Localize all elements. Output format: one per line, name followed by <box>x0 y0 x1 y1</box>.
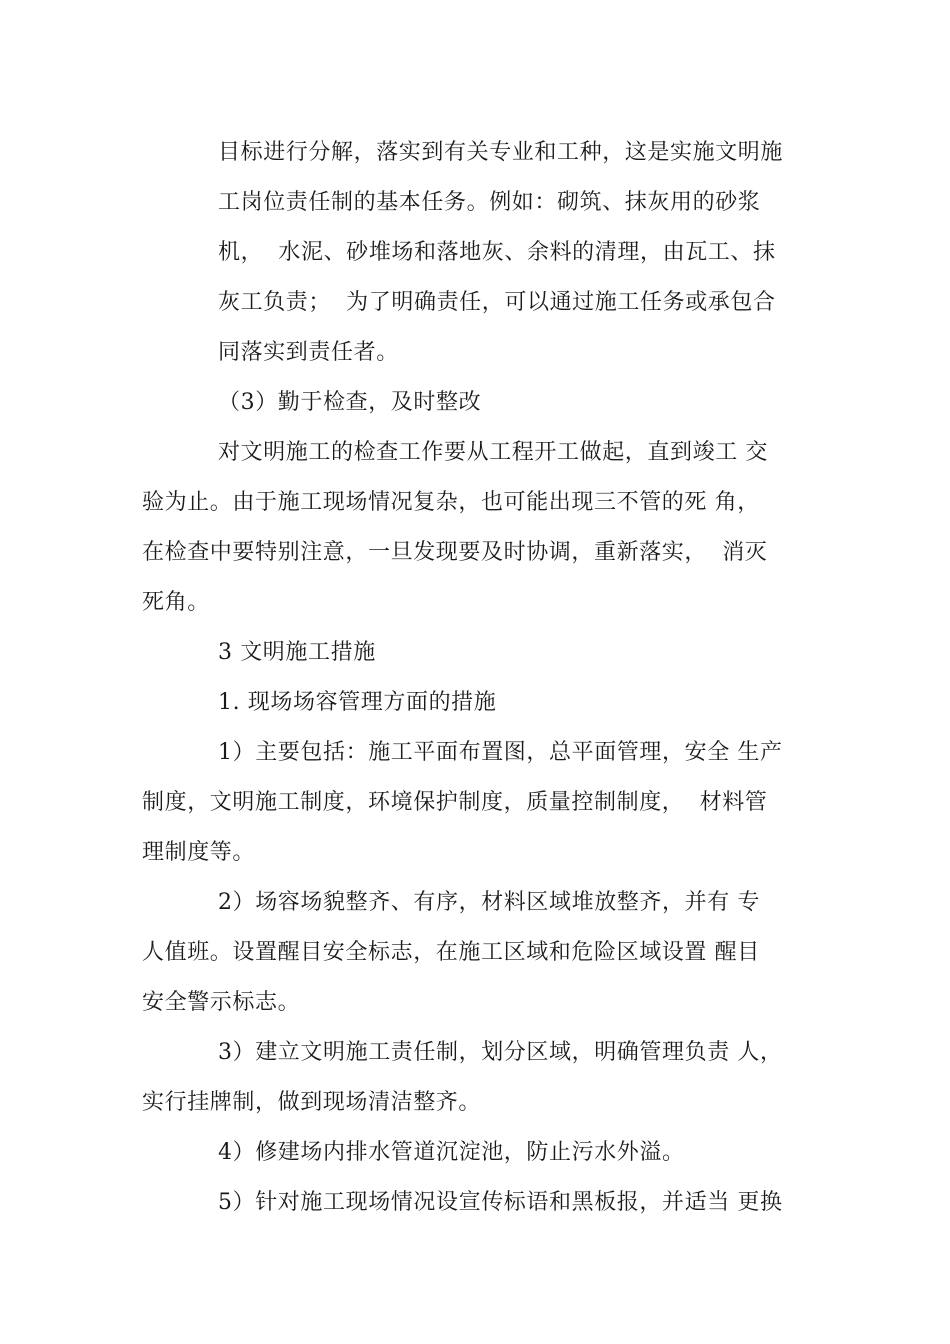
body-text-line: 工岗位责任制的基本任务。例如：砌筑、抹灰用的砂浆 <box>218 190 761 215</box>
section-heading: 3 文明施工措施 <box>218 640 376 665</box>
subheading: （3）勤于检查，及时整改 <box>218 390 482 415</box>
body-text-line: 验为止。由于施工现场情况复杂，也可能出现三不管的死 角， <box>142 490 760 515</box>
body-text-line: 制度，文明施工制度，环境保护制度，质量控制制度， 材料管 <box>142 790 768 815</box>
body-text-line: 在检查中要特别注意，一旦发现要及时协调，重新落实， 消灭 <box>142 540 768 565</box>
body-text-line: 人值班。设置醒目安全标志，在施工区域和危险区域设置 醒目 <box>142 940 760 965</box>
body-text-line: 同落实到责任者。 <box>218 340 399 365</box>
subsection-heading: 1. 现场场容管理方面的措施 <box>218 690 497 715</box>
body-text-line: 目标进行分解，落实到有关专业和工种，这是实施文明施 <box>218 140 784 165</box>
body-text-line: 实行挂牌制，做到现场清洁整齐。 <box>142 1090 482 1115</box>
paragraph-first-line: 3）建立文明施工责任制，划分区域，明确管理负责 人， <box>218 1040 783 1065</box>
paragraph-first-line: 1）主要包括：施工平面布置图，总平面管理，安全 生产 <box>218 740 783 765</box>
body-text-line: 机， 水泥、砂堆场和落地灰、余料的清理，由瓦工、抹 <box>218 240 776 265</box>
paragraph-first-line: 4）修建场内排水管道沉淀池，防止污水外溢。 <box>218 1140 685 1165</box>
body-text-line: 安全警示标志。 <box>142 990 301 1015</box>
body-text-line: 理制度等。 <box>142 840 256 865</box>
paragraph-first-line: 2）场容场貌整齐、有序，材料区域堆放整齐，并有 专 <box>218 890 760 915</box>
body-text-line: 灰工负责； 为了明确责任，可以通过施工任务或承包合 <box>218 290 776 315</box>
body-text-line: 死角。 <box>142 590 210 615</box>
paragraph-first-line: 对文明施工的检查工作要从工程开工做起，直到竣工 交 <box>218 440 768 465</box>
paragraph-first-line: 5）针对施工现场情况设宣传标语和黑板报，并适当 更换 <box>218 1190 783 1215</box>
